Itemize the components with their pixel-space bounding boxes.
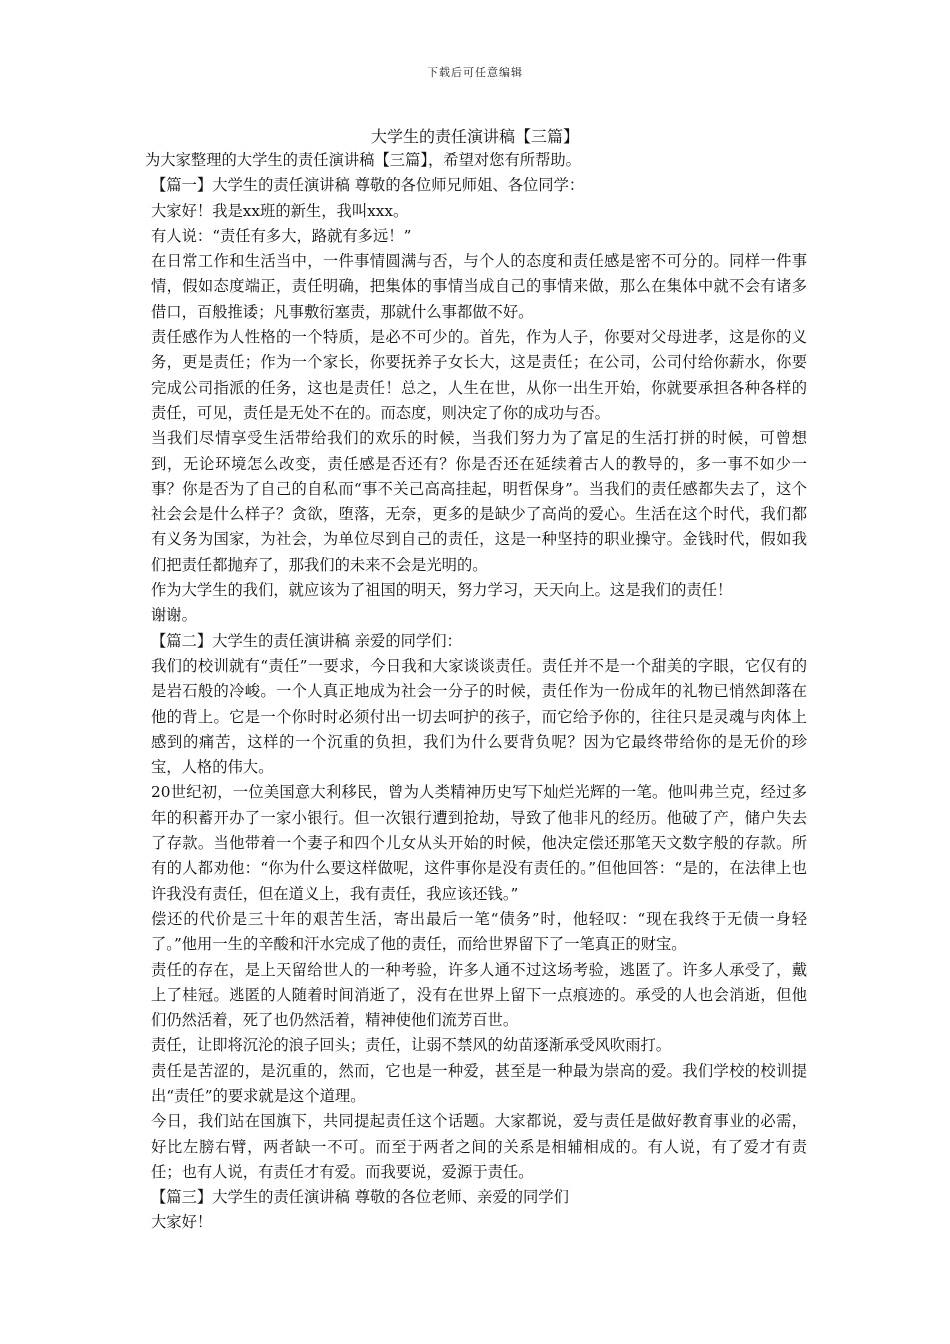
document-body — [145, 148, 807, 1236]
body-paragraph: 责任，让即将沉沦的浪子回头；责任，让弱不禁风的幼苗逐渐承受风吹雨打。 — [151, 1036, 672, 1055]
body-paragraph: 我们的校训就有“责任”一要求，今日我和大家谈谈责任。责任并不是一个甜美的字眼，它仅有的是岩石般的冷峻。一个人真正地成为社会一分子的时候，责任作为一份成年的礼物已悄然卸落在他的背上。它是一个你时时必须付出一切去呵护的孩子，而它给予你的，往往只是灵魂与肉体上感到的痛苦，这样的一个沉重的负担，我们为什么要背负呢？因为它最终带给你的是无价的珍宝，人格的伟大。 — [151, 656, 807, 777]
body-paragraph: 今日，我们站在国旗下，共同提起责任这个话题。大家都说，爱与责任是做好教育事业的必需，好比左膀右臂，两者缺一不可。而至于两者之间的关系是相辅相成的。有人说，有了爱才有责任；也有人说，有责任才有爱。而我要说，爱源于责任。 — [151, 1112, 807, 1181]
body-paragraph: 大家好！ — [151, 1213, 213, 1232]
section-two-heading: 【篇二】大学生的责任演讲稿 亲爱的同学们： — [151, 631, 462, 650]
body-paragraph: 责任的存在，是上天留给世人的一种考验，许多人通不过这场考验，逃匿了。许多人承受了，戴上了桂冠。逃匿的人随着时间消逝了，没有在世界上留下一点痕迹的。承受的人也会消逝，但他们仍然活着，死了也仍然活着，精神使他们流芳百世。 — [151, 960, 807, 1030]
body-paragraph: 大家好！我是xx班的新生，我叫xxx。 — [151, 201, 409, 220]
header-note: 下载后可任意编辑 — [427, 66, 523, 79]
body-paragraph: 责任感作为人性格的一个特质，是必不可少的。首先，作为人子，你要对父母进孝，这是你的义务，更是责任；作为一个家长，你要抚养子女长大，这是责任；在公司，公司付给你薪水，你要完成公司指派的任务，这也是责任！总之，人生在世，从你一出生开始，你就要承担各种各样的责任，可见，责任是无处不在的。而态度，则决定了你的成功与否。 — [151, 328, 807, 422]
body-paragraph: 在日常工作和生活当中，一件事情圆满与否，与个人的态度和责任感是密不可分的。同样一件事情，假如态度端正，责任明确，把集体的事情当成自己的事情来做，那么在集体中就不会有诸多借口，百般推诿；凡事敷衍塞责，那就什么事都做不好。 — [151, 252, 807, 321]
body-paragraph: 20世纪初，一位美国意大利移民，曾为人类精神历史写下灿烂光辉的一笔。他叫弗兰克，经过多年的积蓄开办了一家小银行。但一次银行遭到抢劫，导致了他非凡的经历。他破了产，储户失去了存款。当他带着一个妻子和四个儿女从头开始的时候，他决定偿还那笔天文数字般的存款。所有的人都劝他：“你为什么要这样做呢，这件事你是没有责任的。”但他回答：“是的，在法律上也许我没有责任，但在道义上，我有责任，我应该还钱。” — [151, 783, 807, 903]
body-paragraph: 有人说：“责任有多大，路就有多远！” — [151, 226, 412, 245]
body-paragraph: 谢谢。 — [151, 606, 197, 625]
section-one-heading: 【篇一】大学生的责任演讲稿 尊敬的各位师兄师姐、各位同学： — [151, 176, 585, 195]
body-paragraph: 偿还的代价是三十年的艰苦生活，寄出最后一笔“债务”时，他轻叹：“现在我终于无债一身轻了。”他用一生的辛酸和汗水完成了他的责任，而给世界留下了一笔真正的财宝。 — [151, 909, 807, 954]
body-paragraph: 责任是苦涩的，是沉重的，然而，它也是一种爱，甚至是一种最为崇高的爱。我们学校的校训提出“责任”的要求就是这个道理。 — [151, 1061, 807, 1105]
section-three-heading: 【篇三】大学生的责任演讲稿 尊敬的各位老师、亲爱的同学们 — [151, 1188, 569, 1207]
body-paragraph: 作为大学生的我们，就应该为了祖国的明天，努力学习，天天向上。这是我们的责任！ — [151, 581, 733, 600]
intro-paragraph: 为大家整理的大学生的责任演讲稿【三篇】，希望对您有所帮助。 — [145, 151, 581, 169]
document-title: 大学生的责任演讲稿【三篇】 — [370, 127, 579, 146]
body-paragraph: 当我们尽情享受生活带给我们的欢乐的时候，当我们努力为了富足的生活打拼的时候，可曾想到，无论环境怎么改变，责任感是否还有？你是否还在延续着古人的教导的，多一事不如少一事？你是否为了自己的自私而“事不关己高高挂起，明哲保身”。当我们的责任感都失去了，这个社会会是什么样子？贪欲，堕落，无奈，更多的是缺少了高尚的爱心。生活在这个时代，我们都有义务为国家，为社会，为单位尽到自己的责任，这是一种坚持的职业操守。金钱时代，假如我们把责任都抛弃了，那我们的未来不会是光明的。 — [151, 429, 807, 574]
